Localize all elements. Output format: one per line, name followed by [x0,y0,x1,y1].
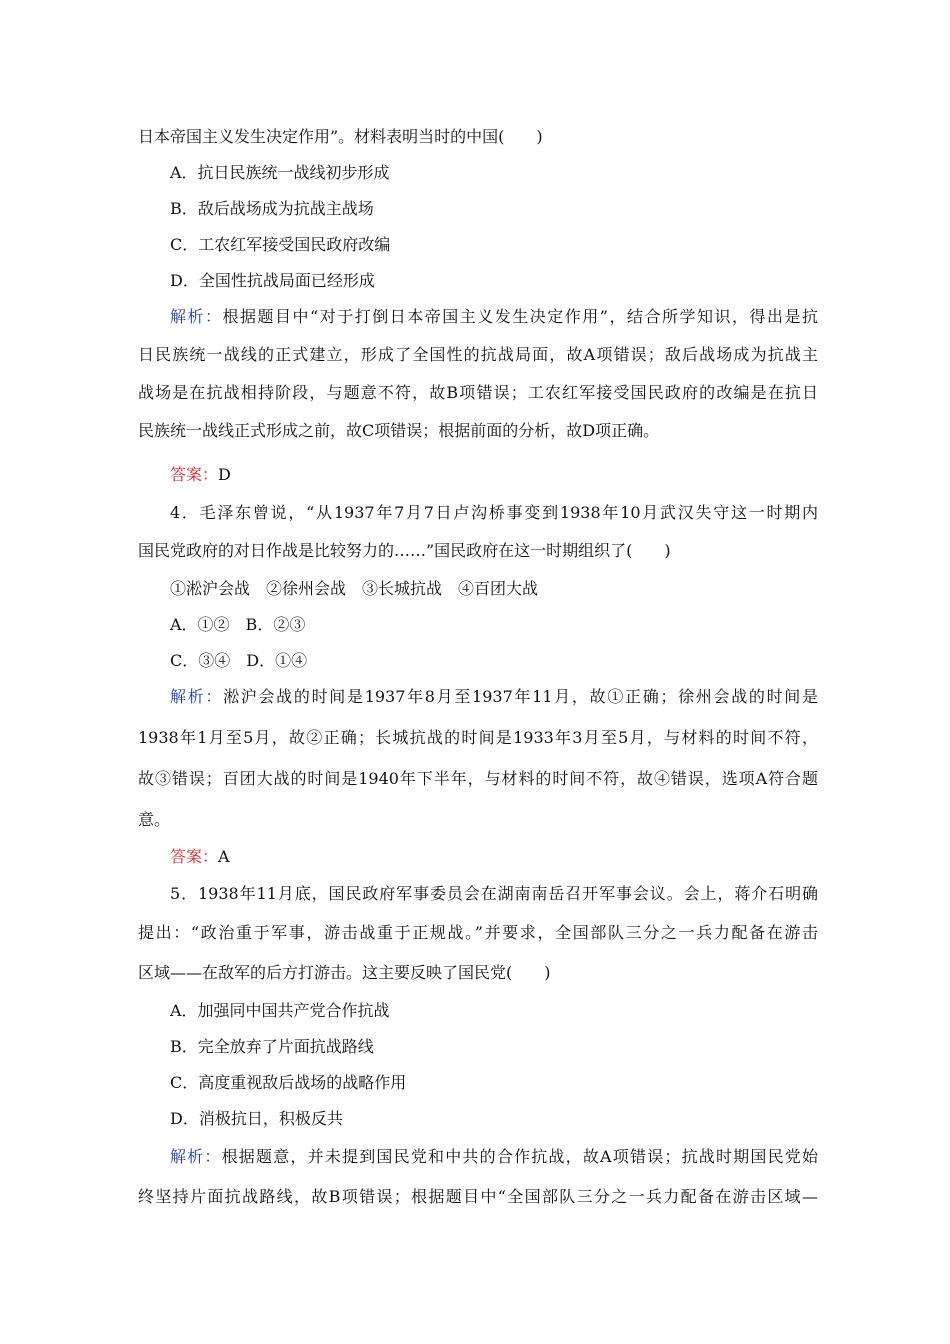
q5-analysis-line-1: 解析：根据题意，并未提到国民党和中共的合作抗战，故A项错误；抗战时期国民党始 [170,1147,818,1166]
q4-items: ①淞沪会战 ②徐州会战 ③长城抗战 ④百团大战 [170,579,539,598]
q5-option-a: A．加强同中国共产党合作抗战 [170,1001,390,1020]
q4-stem-line-1: 4．毛泽东曾说，“从1937年7月7日卢沟桥事变到1938年10月武汉失守这一时期内 [170,503,818,522]
q4-answer-value: A [218,847,230,866]
q4-analysis-line-3: 故③错误；百团大战的时间是1940年下半年，与材料的时间不符，故④错误，选项A符合题 [138,769,818,788]
q4-analysis-label: 解析： [170,687,224,706]
q5-option-b: B．完全放弃了片面抗战路线 [170,1037,374,1056]
q3-answer-label: 答案： [170,465,219,484]
q4-answer [170,846,850,868]
q3-option-c: C．工农红军接受国民政府改编 [170,235,391,254]
q5-analysis-label: 解析： [170,1147,222,1166]
q3-analysis-line-4: 民族统一战线正式形成之前，故C项错误；根据前面的分析，故D项正确。 [138,421,660,440]
q3-answer [170,464,850,486]
q3-analysis-line-3: 战场是在抗战相持阶段，与题意不符，故B项错误；工农红军接受国民政府的改编是在抗日 [138,383,818,402]
q4-stem-line-2: 国民党政府的对日作战是比较努力的……”国民政府在这一时期组织了( ) [138,541,671,560]
q5-stem-line-3: 区域——在敌军的后方打游击。这主要反映了国民党( ) [138,963,551,982]
q4-analysis-line-2: 1938年1月至5月，故②正确；长城抗战的时间是1933年3月至5月，与材料的时间不符， [138,728,818,747]
q3-option-d: D．全国性抗战局面已经形成 [170,271,375,290]
q3-option-b: B．敌后战场成为抗战主战场 [170,199,374,218]
q3-stem-tail: 日本帝国主义发生决定作用”。材料表明当时的中国( ) [138,127,543,146]
q5-stem-line-1: 5．1938年11月底，国民政府军事委员会在湖南南岳召开军事会议。会上，蒋介石明确 [170,884,818,903]
q4-analysis-line-4: 意。 [138,810,171,829]
q4-options-cd: C．③④ D．①④ [170,651,308,670]
q3-analysis-line-1: 解析：根据题目中“对于打倒日本帝国主义发生决定作用”，结合所学知识，得出是抗 [170,307,818,326]
q3-analysis-label: 解析： [170,307,223,326]
q4-analysis-line-1: 解析：淞沪会战的时间是1937年8月至1937年11月，故①正确；徐州会战的时间是 [170,687,818,706]
q4-options-ab: A．①② B．②③ [170,615,306,634]
q3-option-a: A．抗日民族统一战线初步形成 [170,163,390,182]
q5-option-c: C．高度重视敌后战场的战略作用 [170,1073,407,1092]
q3-answer-value: D [218,465,231,484]
q5-option-d: D．消极抗日，积极反共 [170,1109,343,1128]
q5-stem-line-2: 提出：“政治重于军事，游击战重于正规战。”并要求，全国部队三分之一兵力配备在游击 [138,923,818,942]
q5-analysis-line-2: 终坚持片面抗战路线，故B项错误；根据题目中“全国部队三分之一兵力配备在游击区域— [138,1187,818,1206]
q3-analysis-line-2: 日民族统一战线的正式建立，形成了全国性的抗战局面，故A项错误；敌后战场成为抗战主 [138,345,818,364]
q4-answer-label: 答案： [170,847,219,866]
